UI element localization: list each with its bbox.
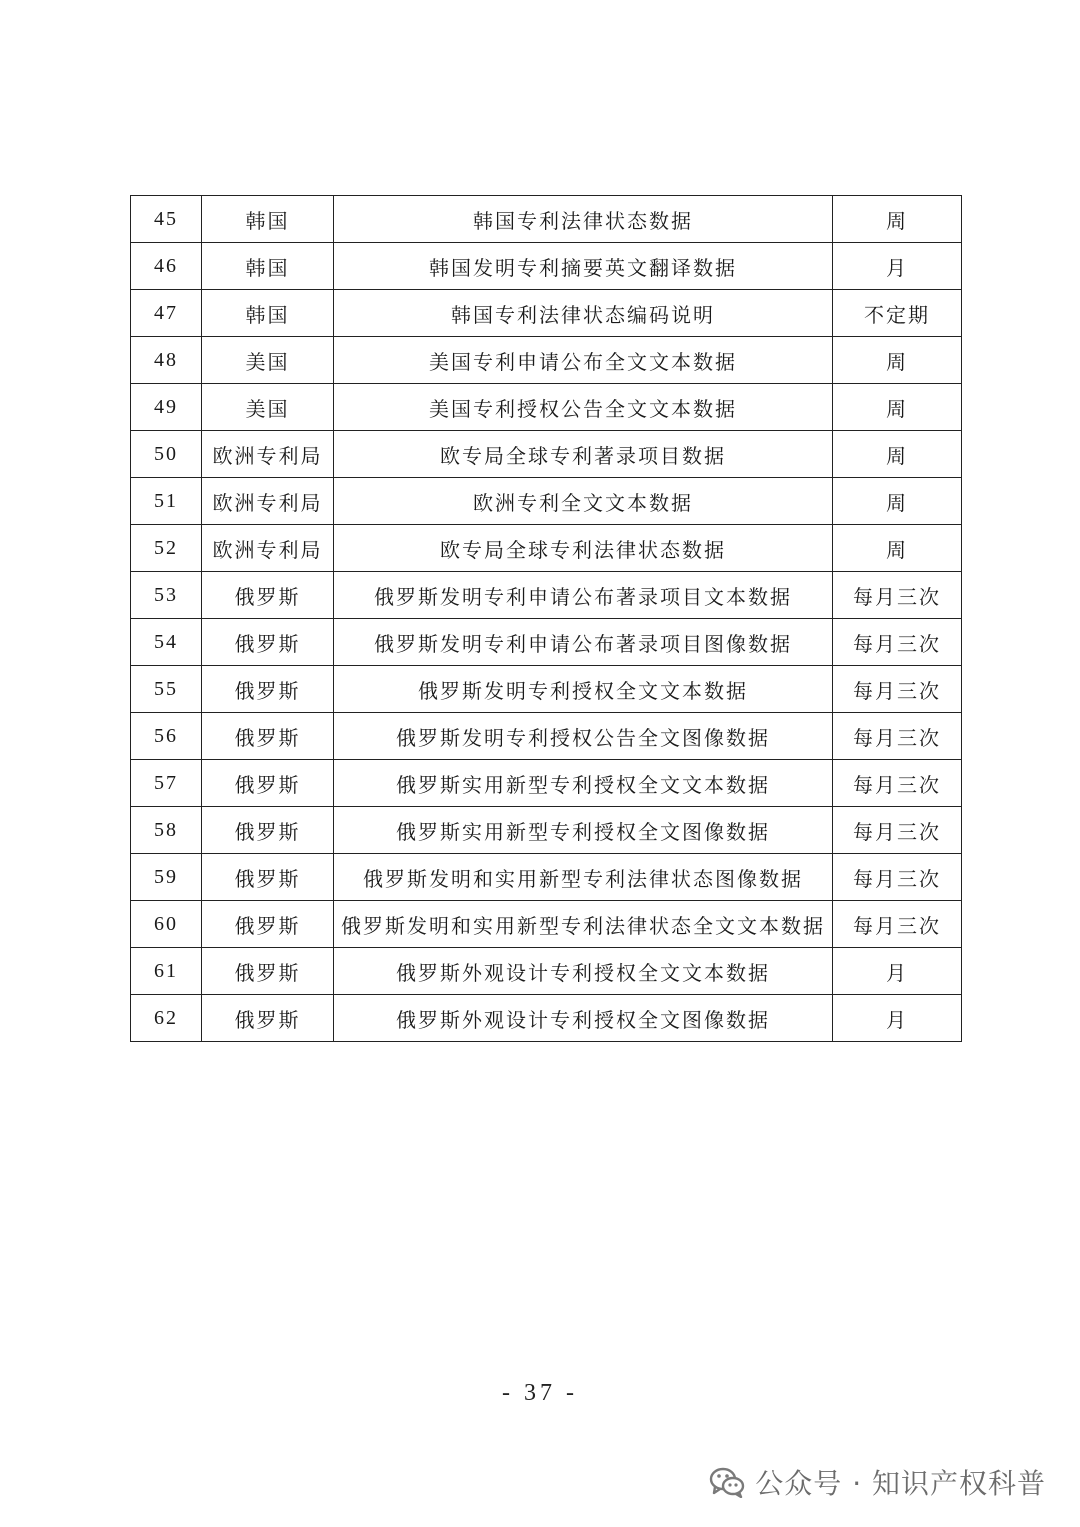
row-number: 45 xyxy=(131,196,202,243)
row-frequency: 月 xyxy=(833,948,962,995)
row-country: 欧洲专利局 xyxy=(202,478,334,525)
row-country: 美国 xyxy=(202,384,334,431)
row-data-name: 欧专局全球专利著录项目数据 xyxy=(334,431,833,478)
row-country: 俄罗斯 xyxy=(202,807,334,854)
row-data-name: 韩国专利法律状态数据 xyxy=(334,196,833,243)
table-row xyxy=(131,807,962,854)
row-country: 俄罗斯 xyxy=(202,713,334,760)
row-frequency: 周 xyxy=(833,478,962,525)
row-frequency: 每月三次 xyxy=(833,713,962,760)
row-data-name: 美国专利申请公布全文文本数据 xyxy=(334,337,833,384)
row-data-name: 欧洲专利全文文本数据 xyxy=(334,478,833,525)
row-country: 俄罗斯 xyxy=(202,666,334,713)
row-number: 60 xyxy=(131,901,202,948)
row-number: 47 xyxy=(131,290,202,337)
row-data-name: 韩国发明专利摘要英文翻译数据 xyxy=(334,243,833,290)
row-data-name: 俄罗斯实用新型专利授权全文图像数据 xyxy=(334,807,833,854)
row-frequency: 每月三次 xyxy=(833,854,962,901)
row-number: 46 xyxy=(131,243,202,290)
row-frequency: 每月三次 xyxy=(833,619,962,666)
row-data-name: 俄罗斯实用新型专利授权全文文本数据 xyxy=(334,760,833,807)
row-data-name: 俄罗斯外观设计专利授权全文图像数据 xyxy=(334,995,833,1042)
row-frequency: 周 xyxy=(833,196,962,243)
row-country: 美国 xyxy=(202,337,334,384)
table-row xyxy=(131,854,962,901)
row-frequency: 每月三次 xyxy=(833,760,962,807)
row-frequency: 每月三次 xyxy=(833,901,962,948)
row-data-name: 俄罗斯发明专利申请公布著录项目文本数据 xyxy=(334,572,833,619)
table-row xyxy=(131,995,962,1042)
table-row xyxy=(131,290,962,337)
row-data-name: 韩国专利法律状态编码说明 xyxy=(334,290,833,337)
row-number: 57 xyxy=(131,760,202,807)
row-data-name: 俄罗斯发明专利申请公布著录项目图像数据 xyxy=(334,619,833,666)
row-country: 韩国 xyxy=(202,290,334,337)
row-number: 56 xyxy=(131,713,202,760)
row-number: 53 xyxy=(131,572,202,619)
table-row xyxy=(131,572,962,619)
row-number: 52 xyxy=(131,525,202,572)
row-number: 51 xyxy=(131,478,202,525)
row-country: 俄罗斯 xyxy=(202,619,334,666)
row-number: 50 xyxy=(131,431,202,478)
table-row xyxy=(131,666,962,713)
row-data-name: 俄罗斯发明和实用新型专利法律状态图像数据 xyxy=(334,854,833,901)
table-row xyxy=(131,478,962,525)
table-row xyxy=(131,760,962,807)
row-number: 58 xyxy=(131,807,202,854)
table-row xyxy=(131,525,962,572)
table-row xyxy=(131,948,962,995)
row-frequency: 周 xyxy=(833,525,962,572)
table-row xyxy=(131,384,962,431)
watermark xyxy=(709,1462,1046,1502)
row-data-name: 俄罗斯外观设计专利授权全文文本数据 xyxy=(334,948,833,995)
row-frequency: 每月三次 xyxy=(833,572,962,619)
row-frequency: 每月三次 xyxy=(833,666,962,713)
row-frequency: 不定期 xyxy=(833,290,962,337)
row-number: 54 xyxy=(131,619,202,666)
row-country: 俄罗斯 xyxy=(202,760,334,807)
row-number: 62 xyxy=(131,995,202,1042)
row-country: 俄罗斯 xyxy=(202,572,334,619)
row-country: 俄罗斯 xyxy=(202,854,334,901)
row-data-name: 美国专利授权公告全文文本数据 xyxy=(334,384,833,431)
row-data-name: 欧专局全球专利法律状态数据 xyxy=(334,525,833,572)
row-number: 55 xyxy=(131,666,202,713)
row-data-name: 俄罗斯发明和实用新型专利法律状态全文文本数据 xyxy=(334,901,833,948)
row-frequency: 周 xyxy=(833,384,962,431)
row-country: 欧洲专利局 xyxy=(202,431,334,478)
row-country: 俄罗斯 xyxy=(202,901,334,948)
table-row xyxy=(131,431,962,478)
row-country: 韩国 xyxy=(202,243,334,290)
page-number: - 37 - xyxy=(502,1380,578,1406)
row-data-name: 俄罗斯发明专利授权全文文本数据 xyxy=(334,666,833,713)
row-number: 49 xyxy=(131,384,202,431)
row-number: 59 xyxy=(131,854,202,901)
wechat-icon xyxy=(709,1466,745,1498)
row-number: 61 xyxy=(131,948,202,995)
watermark-text: 公众号 · 知识产权科普 xyxy=(755,1467,1046,1500)
row-country: 俄罗斯 xyxy=(202,948,334,995)
row-frequency: 月 xyxy=(833,243,962,290)
table-row xyxy=(131,243,962,290)
row-number: 48 xyxy=(131,337,202,384)
row-frequency: 周 xyxy=(833,431,962,478)
row-data-name: 俄罗斯发明专利授权公告全文图像数据 xyxy=(334,713,833,760)
row-country: 欧洲专利局 xyxy=(202,525,334,572)
table-row xyxy=(131,337,962,384)
row-frequency: 每月三次 xyxy=(833,807,962,854)
data-resource-table xyxy=(130,195,962,1042)
table-row xyxy=(131,196,962,243)
table-row xyxy=(131,713,962,760)
table-body xyxy=(131,196,962,1042)
row-country: 俄罗斯 xyxy=(202,995,334,1042)
table-row xyxy=(131,619,962,666)
table-row xyxy=(131,901,962,948)
row-frequency: 周 xyxy=(833,337,962,384)
row-country: 韩国 xyxy=(202,196,334,243)
row-frequency: 月 xyxy=(833,995,962,1042)
